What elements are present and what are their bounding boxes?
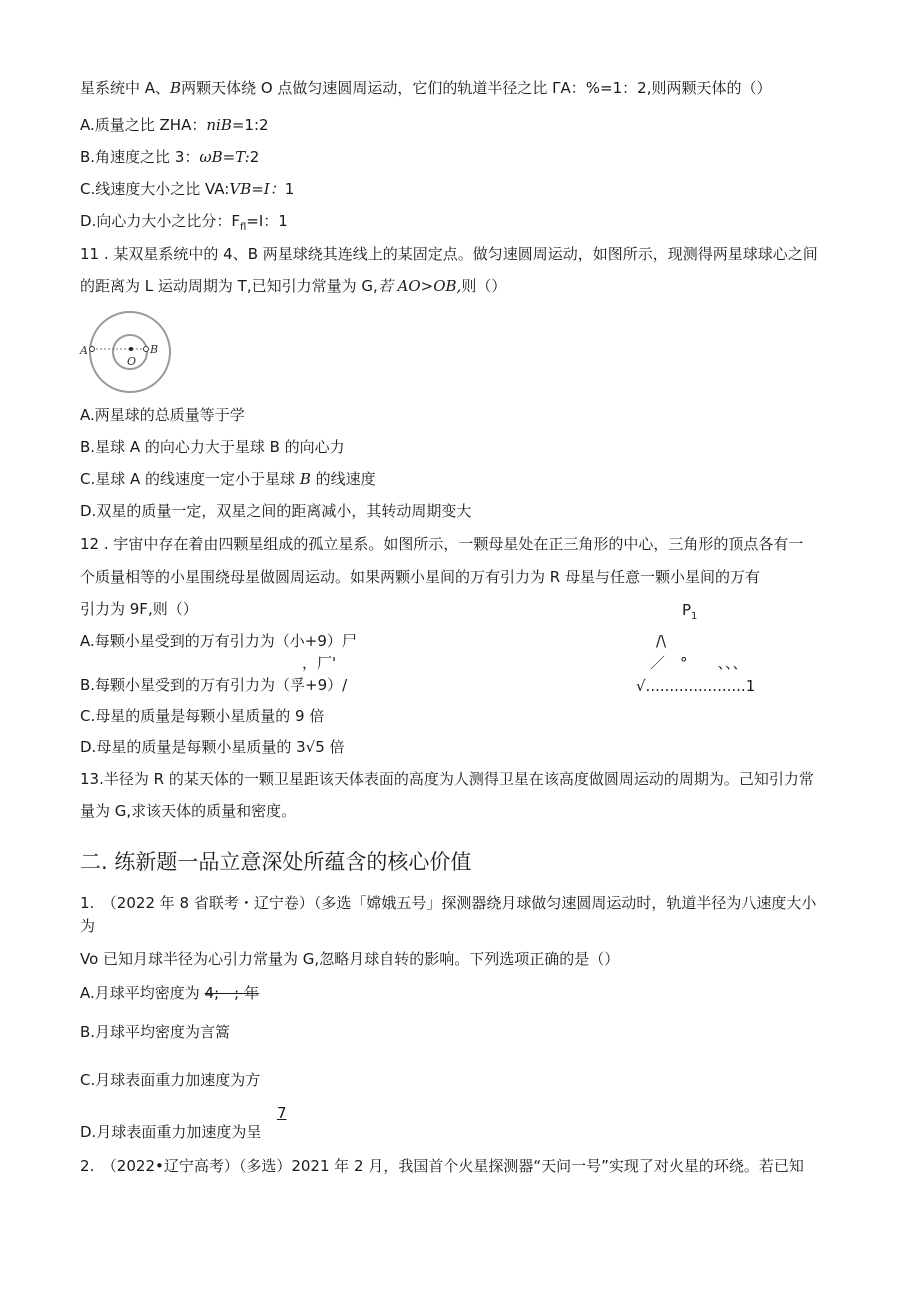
q12-option-a: A.每颗小星受到的万有引力为（小+9）尸 <box>80 632 357 650</box>
label-o: O <box>127 355 137 368</box>
p1-stem-line1: 1. （2022 年 8 省联考・辽宁卷）（多选「嫦娥五号」探测器绕月球做匀速圆周运动时，轨道半径为八速度大小 <box>80 894 817 912</box>
option-c: C.线速度大小之比 VA:VB=I：1 <box>80 180 295 198</box>
q11-option-c: C.星球 A 的线速度一定小于星球 B 的线速度 <box>80 470 376 488</box>
p1-option-b: B.月球平均密度为言篙 <box>80 1023 231 1041</box>
p1-stem-line3: Vo 已知月球半径为心引力常量为 G,忽略月球自转的影响。下列选项正确的是（） <box>80 950 620 968</box>
star-b <box>144 347 149 352</box>
q12-option-c: C.母星的质量是每颗小星质量的 9 倍 <box>80 707 325 725</box>
q12-stem-line1: 12 . 宇宙中存在着由四颗星组成的孤立星系。如图所示，一颗母星处在正三角形的中心，三角形的顶点各有一 <box>80 535 804 553</box>
star-a <box>90 347 95 352</box>
p2-stem-line1: 2. （2022•辽宁高考）（多选）2021 年 2 月，我国首个火星探测器“天问一号”实现了对火星的环绕。若已知 <box>80 1157 804 1175</box>
q11-stem-line1: 11 . 某双星系统中的 4、B 两星球绕其连线上的某固定点。做匀速圆周运动，如图所示，现测得两星球球心之间 <box>80 245 818 263</box>
q11-option-b: B.星球 A 的向心力大于星球 B 的向心力 <box>80 438 345 456</box>
q12-stem-line2: 个质量相等的小星围绕母星做圆周运动。如果两颗小星间的万有引力为 R 母星与任意一颗小星间的万有 <box>80 568 760 586</box>
p1-option-c: C.月球表面重力加速度为方 <box>80 1071 261 1089</box>
option-d: D.向心力大小之比分：$F_{fl}=I$：1 <box>80 212 288 233</box>
q11-option-d: D.双星的质量一定，双星之间的距离减小，其转动周期变大 <box>80 502 472 520</box>
fig-apex: /\ <box>656 632 667 650</box>
label-a: A <box>80 344 88 357</box>
p1-option-d-fraction: 7 <box>277 1104 287 1122</box>
q12-stray-mark: ，厂' <box>302 654 337 672</box>
q11-stem-line2: 的距离为 L 运动周期为 T,已知引力常量为 G,若 AO>OB,则（） <box>80 277 507 295</box>
p1-option-a: A.月球平均密度为 4; ; 年 <box>80 984 259 1002</box>
section-heading: 二. 练新题一品立意深处所蕴含的核心价值 <box>80 850 472 874</box>
q13-line2: 量为 G,求该天体的质量和密度。 <box>80 802 297 820</box>
q11-option-a: A.两星球的总质量等于学 <box>80 406 245 424</box>
option-a: A.质量之比 ZHA：niB=1:2 <box>80 116 269 134</box>
fig-label-p: $P_1$ <box>682 601 698 622</box>
q12-option-b: B.每颗小星受到的万有引力为（孚+9）/ <box>80 676 348 694</box>
q13-line1: 13.半径为 R 的某天体的一颗卫星距该天体表面的高度为人测得卫星在该高度做圆周运动的周期为。己知引力常 <box>80 770 814 788</box>
binary-star-figure <box>78 308 178 394</box>
fig-base: √.....................1 <box>636 677 756 695</box>
center-o <box>129 347 133 351</box>
p1-option-d: D.月球表面重力加速度为呈 <box>80 1123 262 1141</box>
q12-stem-line3: 引力为 9F,则（） <box>80 600 198 618</box>
label-b: B <box>150 343 159 356</box>
question-stem: 星系统中 A、B两颗天体绕 O 点做匀速圆周运动，它们的轨道半径之比 ΓA：%=1：2,则两颗天体的（） <box>80 79 772 97</box>
p1-stem-line2: 为 <box>80 917 96 935</box>
option-b: B.角速度之比 3：ωB=T:2 <box>80 148 260 166</box>
fig-mid: ／ ° 、、、 <box>650 654 748 672</box>
q12-option-d: D.母星的质量是每颗小星质量的 3√5 倍 <box>80 738 345 756</box>
